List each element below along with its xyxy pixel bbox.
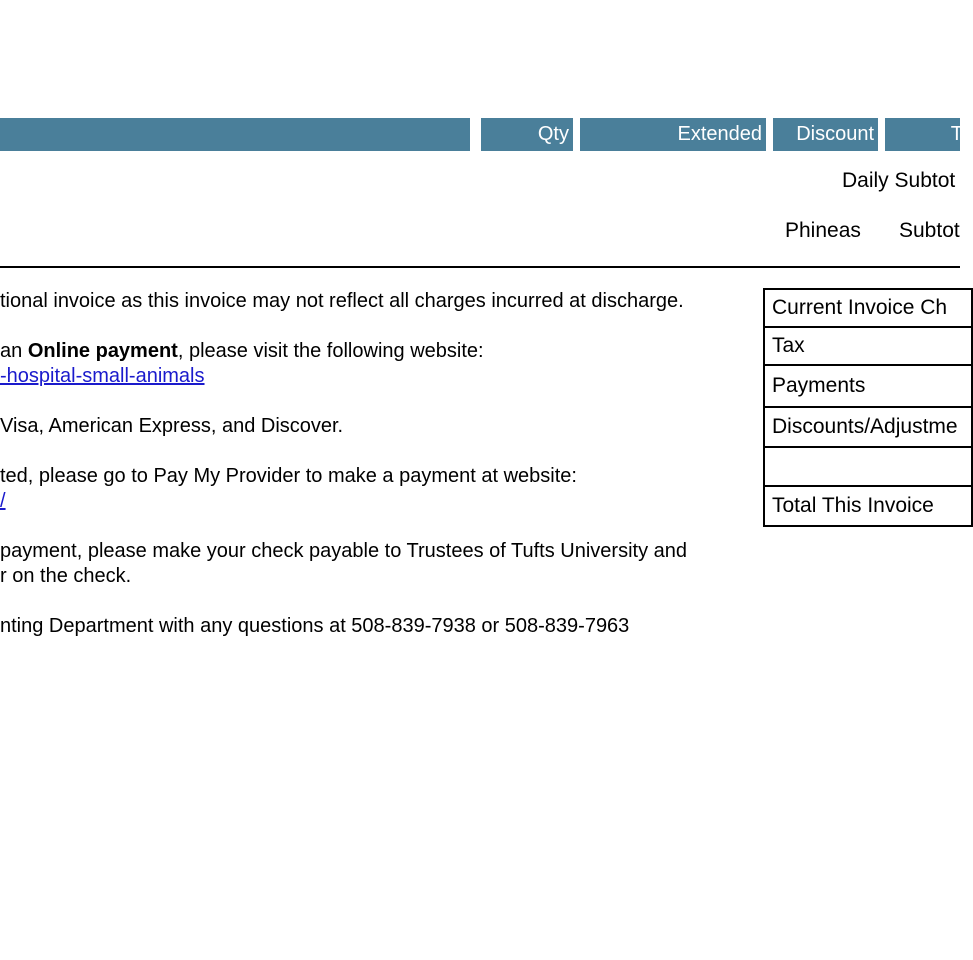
invoice-summary-table — [763, 288, 973, 527]
header-discount-label: Discount — [796, 123, 874, 145]
patient-name: Phineas — [785, 219, 861, 242]
header-qty-label: Qty — [537, 123, 569, 145]
header-qty-cell — [481, 118, 573, 151]
payment-website-link[interactable]: -hospital-small-animals — [0, 365, 205, 387]
online-payment-emphasis: Online payment — [27, 340, 178, 362]
note-online-payment: an Online payment, please visit the following website: — [0, 340, 484, 362]
note-discharge: tional invoice as this invoice may not reflect all charges incurred at discharge. — [0, 290, 684, 312]
header-discount-cell — [773, 118, 878, 151]
note-card-types: Visa, American Express, and Discover. — [0, 415, 344, 437]
summary-total-this-invoice: Total This Invoice — [764, 486, 972, 526]
header-total-cell — [885, 118, 963, 151]
summary-tax: Tax — [764, 327, 972, 365]
header-extended-cell — [580, 118, 766, 151]
summary-current-invoice-charges: Current Invoice Ch — [764, 289, 972, 327]
note-pay-my-provider: ted, please go to Pay My Provider to make a payment at website: — [0, 465, 577, 487]
note-check-payment: payment, please make your check payable to Trustees of Tufts University and — [0, 540, 688, 562]
summary-discounts-adjustments: Discounts/Adjustme — [764, 407, 972, 447]
header-total-label: T — [950, 123, 963, 145]
header-description-cell — [0, 118, 470, 151]
summary-payments: Payments — [764, 365, 972, 407]
header-extended-label: Extended — [677, 123, 762, 145]
note-accounting-contact: nting Department with any questions at 508-839-7938 or 508-839-7963 — [0, 615, 630, 637]
daily-subtotal-label: Daily Subtot — [842, 169, 956, 192]
section-divider — [0, 266, 960, 268]
summary-blank-row — [764, 447, 972, 486]
patient-subtotal-label: Subtot — [899, 219, 960, 242]
note-check-memo: r on the check. — [0, 565, 132, 587]
pay-my-provider-link[interactable]: / — [0, 490, 6, 512]
